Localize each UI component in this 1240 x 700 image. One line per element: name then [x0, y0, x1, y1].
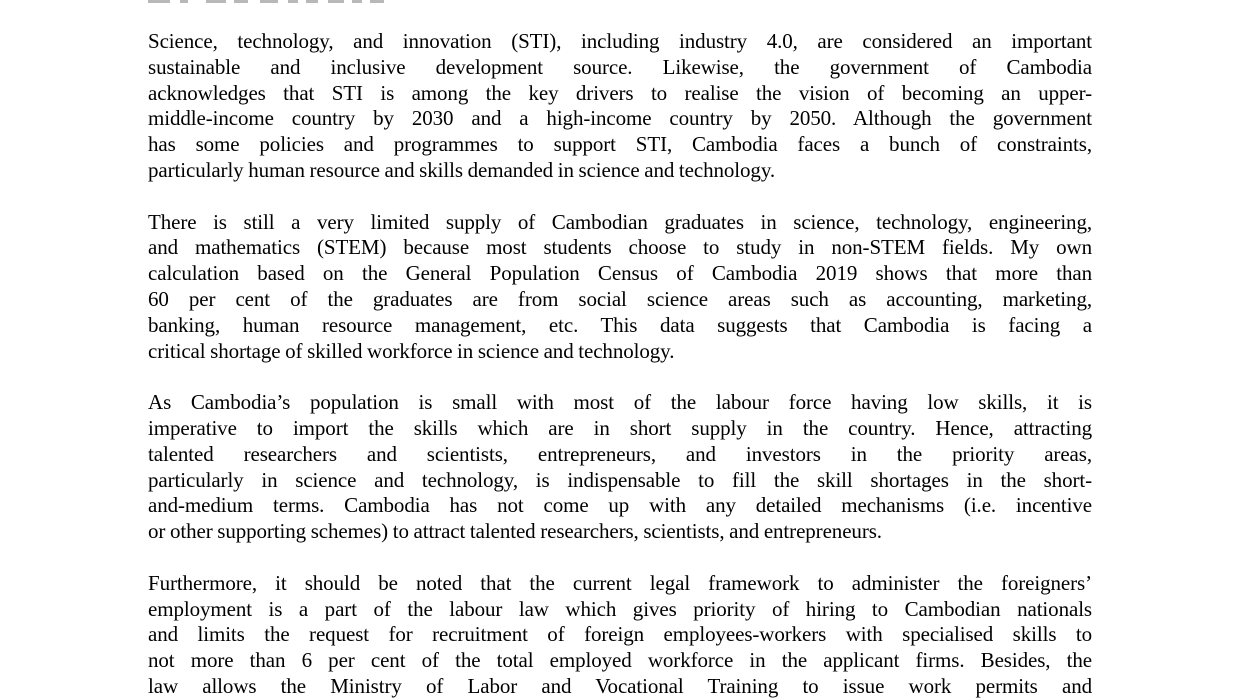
text-line: acknowledges that STI is among the key drivers to realise the vision of becoming an upper- [148, 80, 1092, 105]
text-line: law allows the Ministry of Labor and Vocational Training to issue work permits and [148, 673, 1092, 698]
text-line: calculation based on the General Population Census of Cambodia 2019 shows that more than [148, 261, 1092, 286]
text-line: has some policies and programmes to support STI, Cambodia faces a bunch of constraints, [148, 132, 1092, 157]
paragraph [148, 571, 1092, 700]
heading-glyph-bottom [260, 0, 278, 3]
text-line: There is still a very limited supply of Cambodian graduates in science, technology, engineering, [148, 209, 1092, 234]
paragraph [148, 29, 1092, 184]
heading-glyph-bottom [352, 0, 362, 3]
text-line: Furthermore, it should be noted that the current legal framework to administer the foreigners’ [148, 570, 1092, 595]
text-line: and-medium terms. Cambodia has not come up with any detailed mechanisms (i.e. incentive [148, 493, 1092, 518]
text-line: particularly human resource and skills demanded in science and technology. [148, 157, 776, 182]
cropped-heading-fragment [148, 0, 384, 4]
text-line: banking, human resource management, etc. This data suggests that Cambodia is facing a [148, 312, 1092, 337]
text-line: and mathematics (STEM) because most students choose to study in non-STEM fields. My own [148, 235, 1092, 260]
text-line: middle-income country by 2030 and a high-income country by 2050. Although the government [148, 106, 1092, 131]
text-line: sustainable and inclusive development source. Likewise, the government of Cambodia [148, 54, 1092, 79]
text-content [148, 29, 1092, 700]
text-line: critical shortage of skilled workforce in science and technology. [148, 338, 675, 363]
text-line: Science, technology, and innovation (STI), including industry 4.0, are considered an important [148, 29, 1092, 53]
text-line: imperative to import the skills which are in short supply in the country. Hence, attracting [148, 415, 1092, 440]
heading-glyph-bottom [370, 0, 384, 3]
heading-glyph-bottom [288, 0, 298, 3]
text-line: or other supporting schemes) to attract talented researchers, scientists, and entrepreneurs. [148, 519, 882, 544]
heading-glyph-bottom [180, 0, 188, 3]
heading-glyph-bottom [234, 0, 248, 3]
text-line: not more than 6 per cent of the total employed workforce in the applicant firms. Besides, the [148, 648, 1092, 673]
text-line: 60 per cent of the graduates are from social science areas such as accounting, marketing, [148, 286, 1092, 311]
text-line: As Cambodia’s population is small with most of the labour force having low skills, it is [148, 390, 1092, 415]
paragraph [148, 390, 1092, 545]
text-line: talented researchers and scientists, entrepreneurs, and investors in the priority areas, [148, 441, 1092, 466]
heading-glyph-bottom [148, 0, 170, 3]
text-line: particularly in science and technology, is indispensable to fill the skill shortages in the short- [148, 467, 1092, 492]
heading-glyph-bottom [306, 0, 318, 3]
text-line: employment is a part of the labour law which gives priority of hiring to Cambodian nationals [148, 596, 1092, 621]
heading-glyph-bottom [206, 0, 226, 3]
heading-glyph-bottom [328, 0, 344, 3]
text-line: and limits the request for recruitment of foreign employees-workers with specialised skills to [148, 622, 1092, 647]
paragraph [148, 210, 1092, 365]
